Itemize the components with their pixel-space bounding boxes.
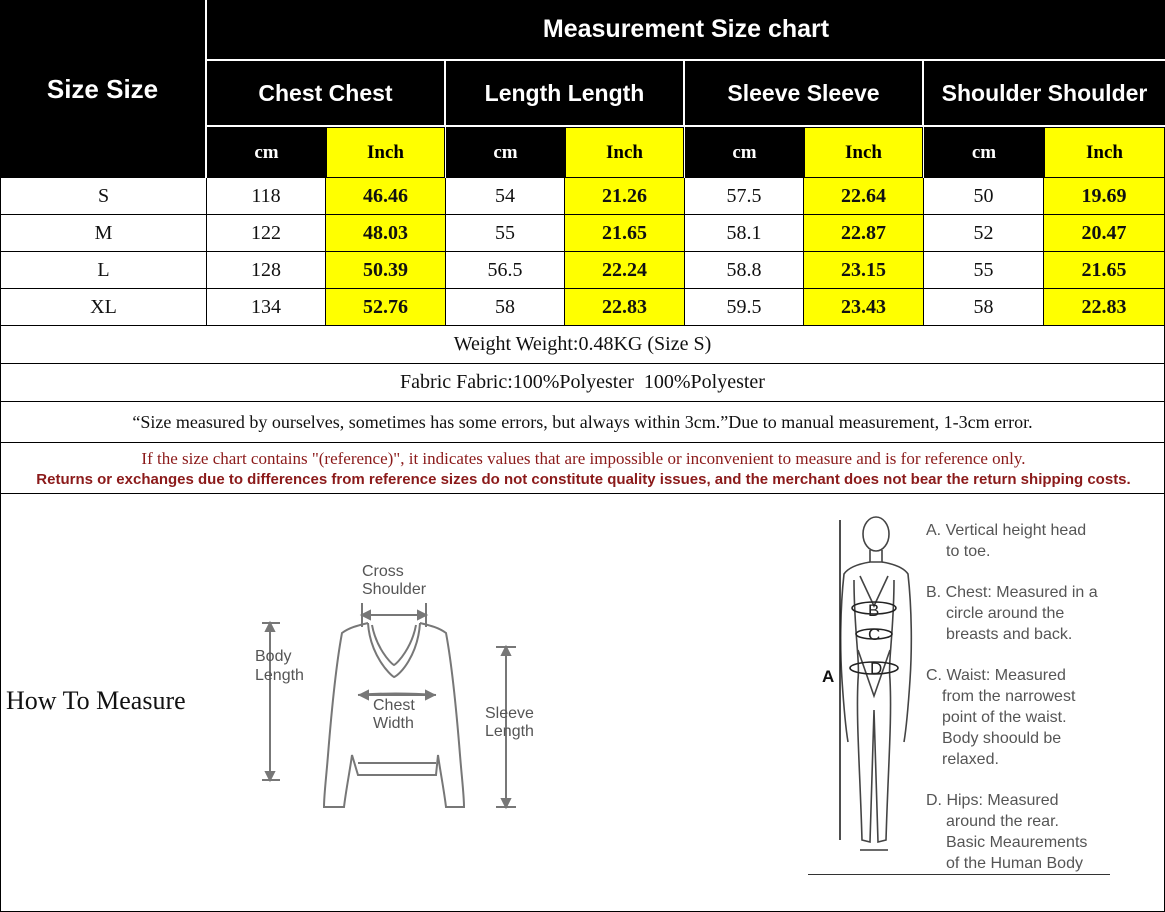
shoulder-inch: 20.47: [1081, 221, 1127, 244]
shoulder-cm-cell: [924, 215, 1044, 252]
note-a-line: A. Vertical height head: [926, 522, 1087, 539]
length-inch-cell: [565, 252, 685, 289]
shoulder-cm: 58: [973, 295, 994, 318]
sleeve-inch: 22.87: [841, 221, 886, 244]
shoulder-inch-cell: [1044, 215, 1165, 252]
body-label-b: B: [868, 601, 880, 620]
length-inch: 21.65: [602, 221, 647, 244]
length-cm-cell: [446, 178, 565, 215]
body-figure-diagram: [810, 510, 930, 880]
length-inch-cell: [565, 289, 685, 326]
group-label-length: Length Length: [484, 79, 645, 106]
length-cm: 58: [495, 295, 515, 318]
group-label-chest: Chest Chest: [258, 79, 393, 106]
chest-cm: 128: [251, 258, 281, 281]
size-cell: [0, 215, 207, 252]
sleeve-inch-cell: [804, 289, 924, 326]
sleeve-inch: 23.15: [841, 258, 886, 281]
length-inch: 21.26: [602, 184, 647, 207]
garment-diagram: [240, 555, 560, 825]
shoulder-inch-cell: [1044, 252, 1165, 289]
size-header-label: Size Size: [46, 73, 159, 104]
chest-width-label-1: Chest: [373, 697, 415, 714]
length-cm-cell: [446, 215, 565, 252]
sleeve-cm-cell: [685, 289, 804, 326]
sleeve-cm-cell: [685, 252, 804, 289]
unit-inch-label: Inch: [845, 141, 882, 163]
sleeve-inch-cell: [804, 178, 924, 215]
note-b: [926, 582, 1098, 645]
sleeve-cm: 58.8: [726, 258, 762, 281]
chest-inch: 48.03: [363, 221, 408, 244]
size-header-cell: [0, 0, 205, 178]
group-label-shoulder: Shoulder Shoulder: [941, 79, 1148, 106]
shoulder-cm-cell: [924, 252, 1044, 289]
note-d: [926, 790, 1087, 874]
group-header-chest: [207, 61, 444, 125]
unit-inch-sleeve: [804, 127, 923, 178]
sleeve-cm: 58.1: [726, 221, 762, 244]
sleeve-cm-cell: [685, 215, 804, 252]
reference-notice: [0, 443, 1165, 494]
sleeve-cm: 59.5: [726, 295, 762, 318]
note-d-line: around the rear.: [946, 813, 1059, 830]
note-d-line: D. Hips: Measured: [926, 792, 1059, 809]
how-to-measure-title: How To Measure: [6, 686, 186, 715]
size-cell: [0, 252, 207, 289]
chest-cm-cell: [207, 289, 326, 326]
unit-cm-sleeve: [685, 127, 804, 178]
chest-inch: 50.39: [363, 258, 408, 281]
unit-cm-label: cm: [493, 141, 518, 163]
unit-inch-chest: [326, 127, 445, 178]
note-b-line: B. Chest: Measured in a: [926, 584, 1098, 601]
body-label-c: C: [868, 625, 881, 644]
shoulder-cm-cell: [924, 178, 1044, 215]
sleeve-inch: 22.64: [841, 184, 886, 207]
disclaimer-text: “Size measured by ourselves, sometimes has some errors, but always within 3cm.”Due to manual measurement, 1-3cm error.: [132, 411, 1033, 432]
note-b-line: breasts and back.: [946, 626, 1073, 643]
length-cm-cell: [446, 252, 565, 289]
unit-cm-label: cm: [971, 141, 997, 163]
note-d-line: Basic Meaurements: [946, 834, 1088, 851]
weight-text: Weight Weight:0.48KG (Size S): [453, 333, 712, 355]
note-c-line: relaxed.: [942, 751, 999, 768]
weight-row: [0, 326, 1165, 364]
chest-cm: 134: [251, 295, 281, 318]
unit-cm-length: [446, 127, 565, 178]
cross-shoulder-label-2: Shoulder: [362, 581, 427, 598]
unit-inch-label: Inch: [367, 141, 404, 163]
unit-cm-label: cm: [732, 141, 757, 163]
chest-cm-cell: [207, 178, 326, 215]
chest-inch-cell: [326, 289, 446, 326]
size-value: M: [94, 221, 113, 244]
group-header-shoulder: [924, 61, 1165, 125]
size-cell: [0, 289, 207, 326]
length-inch-cell: [565, 178, 685, 215]
chart-title: Measurement Size chart: [542, 15, 830, 43]
length-cm: 55: [495, 221, 515, 244]
size-value: XL: [90, 295, 117, 318]
chest-cm-cell: [207, 252, 326, 289]
body-baseline: [808, 874, 1110, 875]
chest-inch-cell: [326, 252, 446, 289]
unit-cm-chest: [207, 127, 326, 178]
chest-inch-cell: [326, 215, 446, 252]
note-c-line: from the narrowest: [942, 688, 1076, 705]
chest-cm: 122: [251, 221, 281, 244]
chest-cm-cell: [207, 215, 326, 252]
sleeve-length-label-2: Length: [485, 723, 534, 740]
chart-title-cell: [207, 0, 1165, 59]
sleeve-inch-cell: [804, 215, 924, 252]
shoulder-inch-cell: [1044, 178, 1165, 215]
size-value: L: [97, 258, 110, 281]
body-length-label-1: Body: [255, 648, 292, 665]
group-header-length: [446, 61, 683, 125]
size-cell: [0, 178, 207, 215]
sleeve-length-label-1: Sleeve: [485, 705, 534, 722]
chest-width-label-2: Width: [373, 715, 414, 732]
group-header-sleeve: [685, 61, 922, 125]
body-label-a: A: [822, 667, 835, 686]
sleeve-inch-cell: [804, 252, 924, 289]
length-inch: 22.24: [602, 258, 647, 281]
note-a-line: to toe.: [946, 543, 991, 560]
length-cm: 54: [495, 184, 515, 207]
unit-cm-label: cm: [254, 141, 279, 163]
disclaimer-row: [0, 402, 1165, 443]
note-b-line: circle around the: [946, 605, 1065, 622]
note-c-line: C. Waist: Measured: [926, 667, 1066, 684]
shoulder-inch-cell: [1044, 289, 1165, 326]
chest-inch: 46.46: [363, 184, 408, 207]
shoulder-cm-cell: [924, 289, 1044, 326]
chest-cm: 118: [251, 184, 281, 207]
body-length-label-2: Length: [255, 667, 304, 684]
unit-inch-length: [565, 127, 684, 178]
shoulder-inch: 21.65: [1081, 258, 1127, 281]
shoulder-inch: 22.83: [1081, 295, 1127, 318]
shoulder-cm: 52: [973, 221, 994, 244]
cross-shoulder-label-1: Cross: [362, 563, 404, 580]
sleeve-cm: 57.5: [726, 184, 762, 207]
note-c-line: Body shoould be: [942, 730, 1062, 747]
note-c-line: point of the waist.: [942, 709, 1067, 726]
sleeve-inch: 23.43: [841, 295, 886, 318]
note-c: [926, 665, 1075, 770]
unit-inch-label: Inch: [1086, 141, 1123, 163]
unit-inch-label: Inch: [606, 141, 643, 163]
shoulder-cm: 55: [973, 258, 994, 281]
shoulder-cm: 50: [973, 184, 994, 207]
fabric-row: [0, 364, 1165, 402]
body-label-d: D: [870, 659, 883, 678]
shoulder-inch: 19.69: [1081, 184, 1127, 207]
chest-inch-cell: [326, 178, 446, 215]
sleeve-cm-cell: [685, 178, 804, 215]
length-cm: 56.5: [487, 258, 523, 281]
length-inch: 22.83: [602, 295, 647, 318]
notice-line-1: If the size chart contains "(reference)", it indicates values that are impossible or inconvenient to measure and is for reference only.: [141, 449, 1026, 468]
unit-cm-shoulder: [924, 127, 1044, 178]
unit-inch-shoulder: [1044, 127, 1165, 178]
length-inch-cell: [565, 215, 685, 252]
fabric-text: Fabric Fabric:100%Polyester 100%Polyester: [400, 371, 765, 393]
note-d-line: of the Human Body: [946, 855, 1083, 872]
group-label-sleeve: Sleeve Sleeve: [727, 79, 880, 106]
note-a: [926, 520, 1086, 562]
chest-inch: 52.76: [363, 295, 408, 318]
size-value: S: [97, 184, 110, 207]
notice-line-2: Returns or exchanges due to differences from reference sizes do not constitute quality issues, and the merchant does not bear the return shipping costs.: [36, 471, 1131, 488]
length-cm-cell: [446, 289, 565, 326]
